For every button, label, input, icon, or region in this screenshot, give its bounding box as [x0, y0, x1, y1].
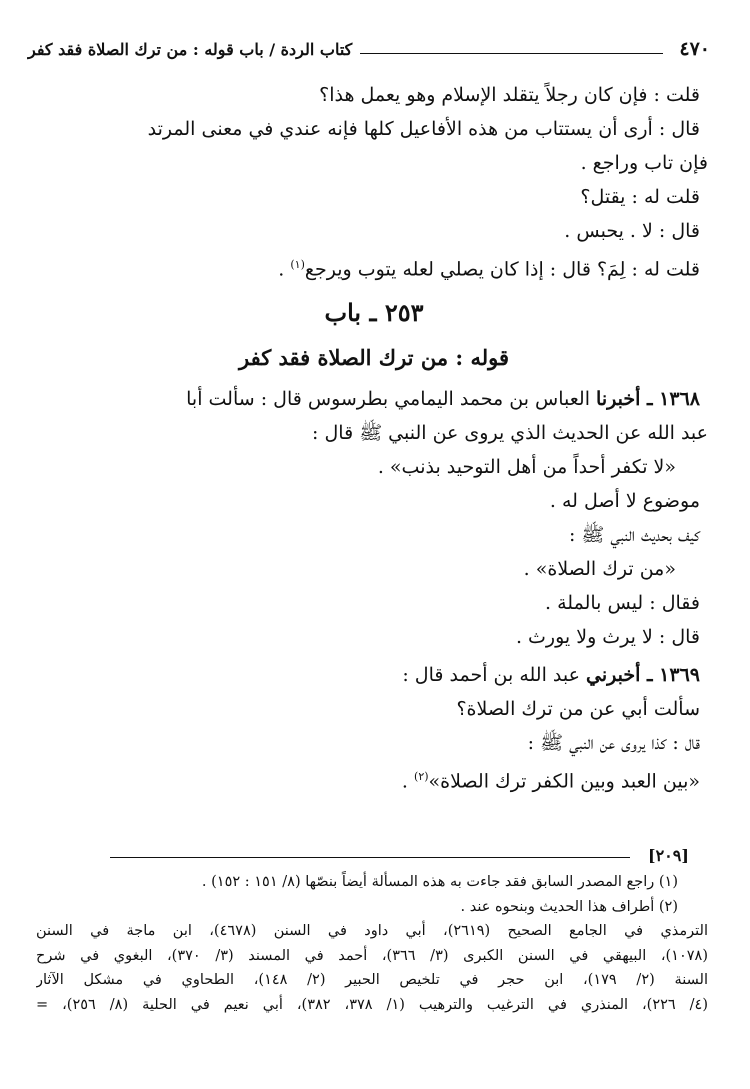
text-line: فقال : ليس بالملة .: [545, 592, 700, 614]
text-line: قال : لا . يحبس .: [564, 220, 700, 242]
quote-line: «بين العبد وبين الكفر ترك الصلاة»$^{(٢)}$ .: [401, 770, 700, 793]
text-line: قال : كذا يروى عن النبي ﷺ :: [527, 732, 700, 754]
footnote-ref: (١): [290, 258, 305, 271]
chapter-heading: ٢٥٣ ـ باب: [324, 298, 424, 327]
footnote-line: (٤/ ٢٢٦)، المنذري في الترغيب والترهيب (١/ ٣٧٨، ٣٨٢)، أبي نعيم في الحلية (٨/ ٢٥٦)، =: [36, 996, 708, 1013]
text-segment: العباس بن محمد اليمامي بطرسوس قال : سألت أبا: [186, 388, 597, 410]
text-line: قال : أرى أن يستتاب من هذه الأفاعيل كلها فإنه عندي في معنى المرتد: [147, 118, 700, 140]
footnote-line: السنة (٢/ ١٧٩)، ابن حجر في تلخيص الحبير (٢/ ١٤٨)، الطحاوي في مشكل الآثار: [36, 972, 708, 988]
text-line: قال : لا يرث ولا يورث .: [515, 626, 700, 648]
text-line: قلت : فإن كان رجلاً يتقلد الإسلام وهو يعمل هذا؟: [319, 84, 700, 106]
running-header: [28, 34, 710, 64]
running-title: كتاب الردة / باب قوله : من ترك الصلاة فقد كفر: [28, 39, 353, 59]
quote-line: «لا تكفر أحداً من أهل التوحيد بذنب» .: [377, 456, 676, 478]
footnote-line: (١) راجع المصدر السابق فقد جاءت به هذه المسألة أيضاً بنصّها (٨/ ١٥١ : ١٥٢) .: [201, 874, 678, 890]
text-line: فإن تاب وراجع .: [580, 152, 708, 174]
text-line: عبد الله عن الحديث الذي يروى عن النبي ﷺ قال :: [312, 422, 708, 444]
text-line: موضوع لا أصل له .: [549, 490, 700, 512]
text-segment: قلت له : لِمَ؟ قال : إذا كان يصلي لعله يتوب ويرجع: [304, 258, 700, 281]
main-text: [40, 78, 708, 794]
text-segment: «بين العبد وبين الكفر ترك الصلاة»: [428, 770, 700, 793]
hadith-number: ١٣٦٩ ـ أخبرني: [586, 664, 700, 686]
hadith-1368-line: [40, 382, 708, 416]
footnote-ref: (٢): [414, 770, 429, 783]
footnote-line: (٢) أطراف هذا الحديث وبنحوه عند .: [460, 898, 678, 915]
footnote-line: الترمذي في الجامع الصحيح (٢٦١٩)، أبي داود في السنن (٤٦٧٨)، ابن ماجة في السنن: [36, 923, 708, 939]
text-line: كيف بحديث النبي ﷺ :: [568, 524, 700, 546]
page-number: ٤٧٠: [679, 38, 710, 60]
hadith-1369-line: [40, 658, 708, 692]
hadith-number: ١٣٦٨ ـ أخبرنا: [596, 388, 700, 410]
footnote-line: (١٠٧٨)، البيهقي في السنن الكبرى (٣/ ٣٦٦)، أحمد في المسند (٣/ ٣٧٠)، البغوي في شرح: [36, 947, 708, 964]
quote-line: «من ترك الصلاة» .: [523, 558, 676, 580]
text-line: قلت له : يقتل؟: [580, 186, 700, 208]
text-line: قلت له : لِمَ؟ قال : إذا كان يصلي لعله يتوب ويرجع$^{(١)}$ .: [278, 258, 700, 281]
footnote-divider: [110, 857, 630, 858]
footnotes: [36, 870, 708, 1017]
section-heading: قوله : من ترك الصلاة فقد كفر: [238, 345, 509, 370]
header-rule: [360, 53, 663, 54]
text-line: سألت أبي عن من ترك الصلاة؟: [456, 698, 700, 720]
folio-marker: [٢٠٩]: [648, 846, 689, 865]
text-segment: عبد الله بن أحمد قال :: [402, 664, 586, 686]
